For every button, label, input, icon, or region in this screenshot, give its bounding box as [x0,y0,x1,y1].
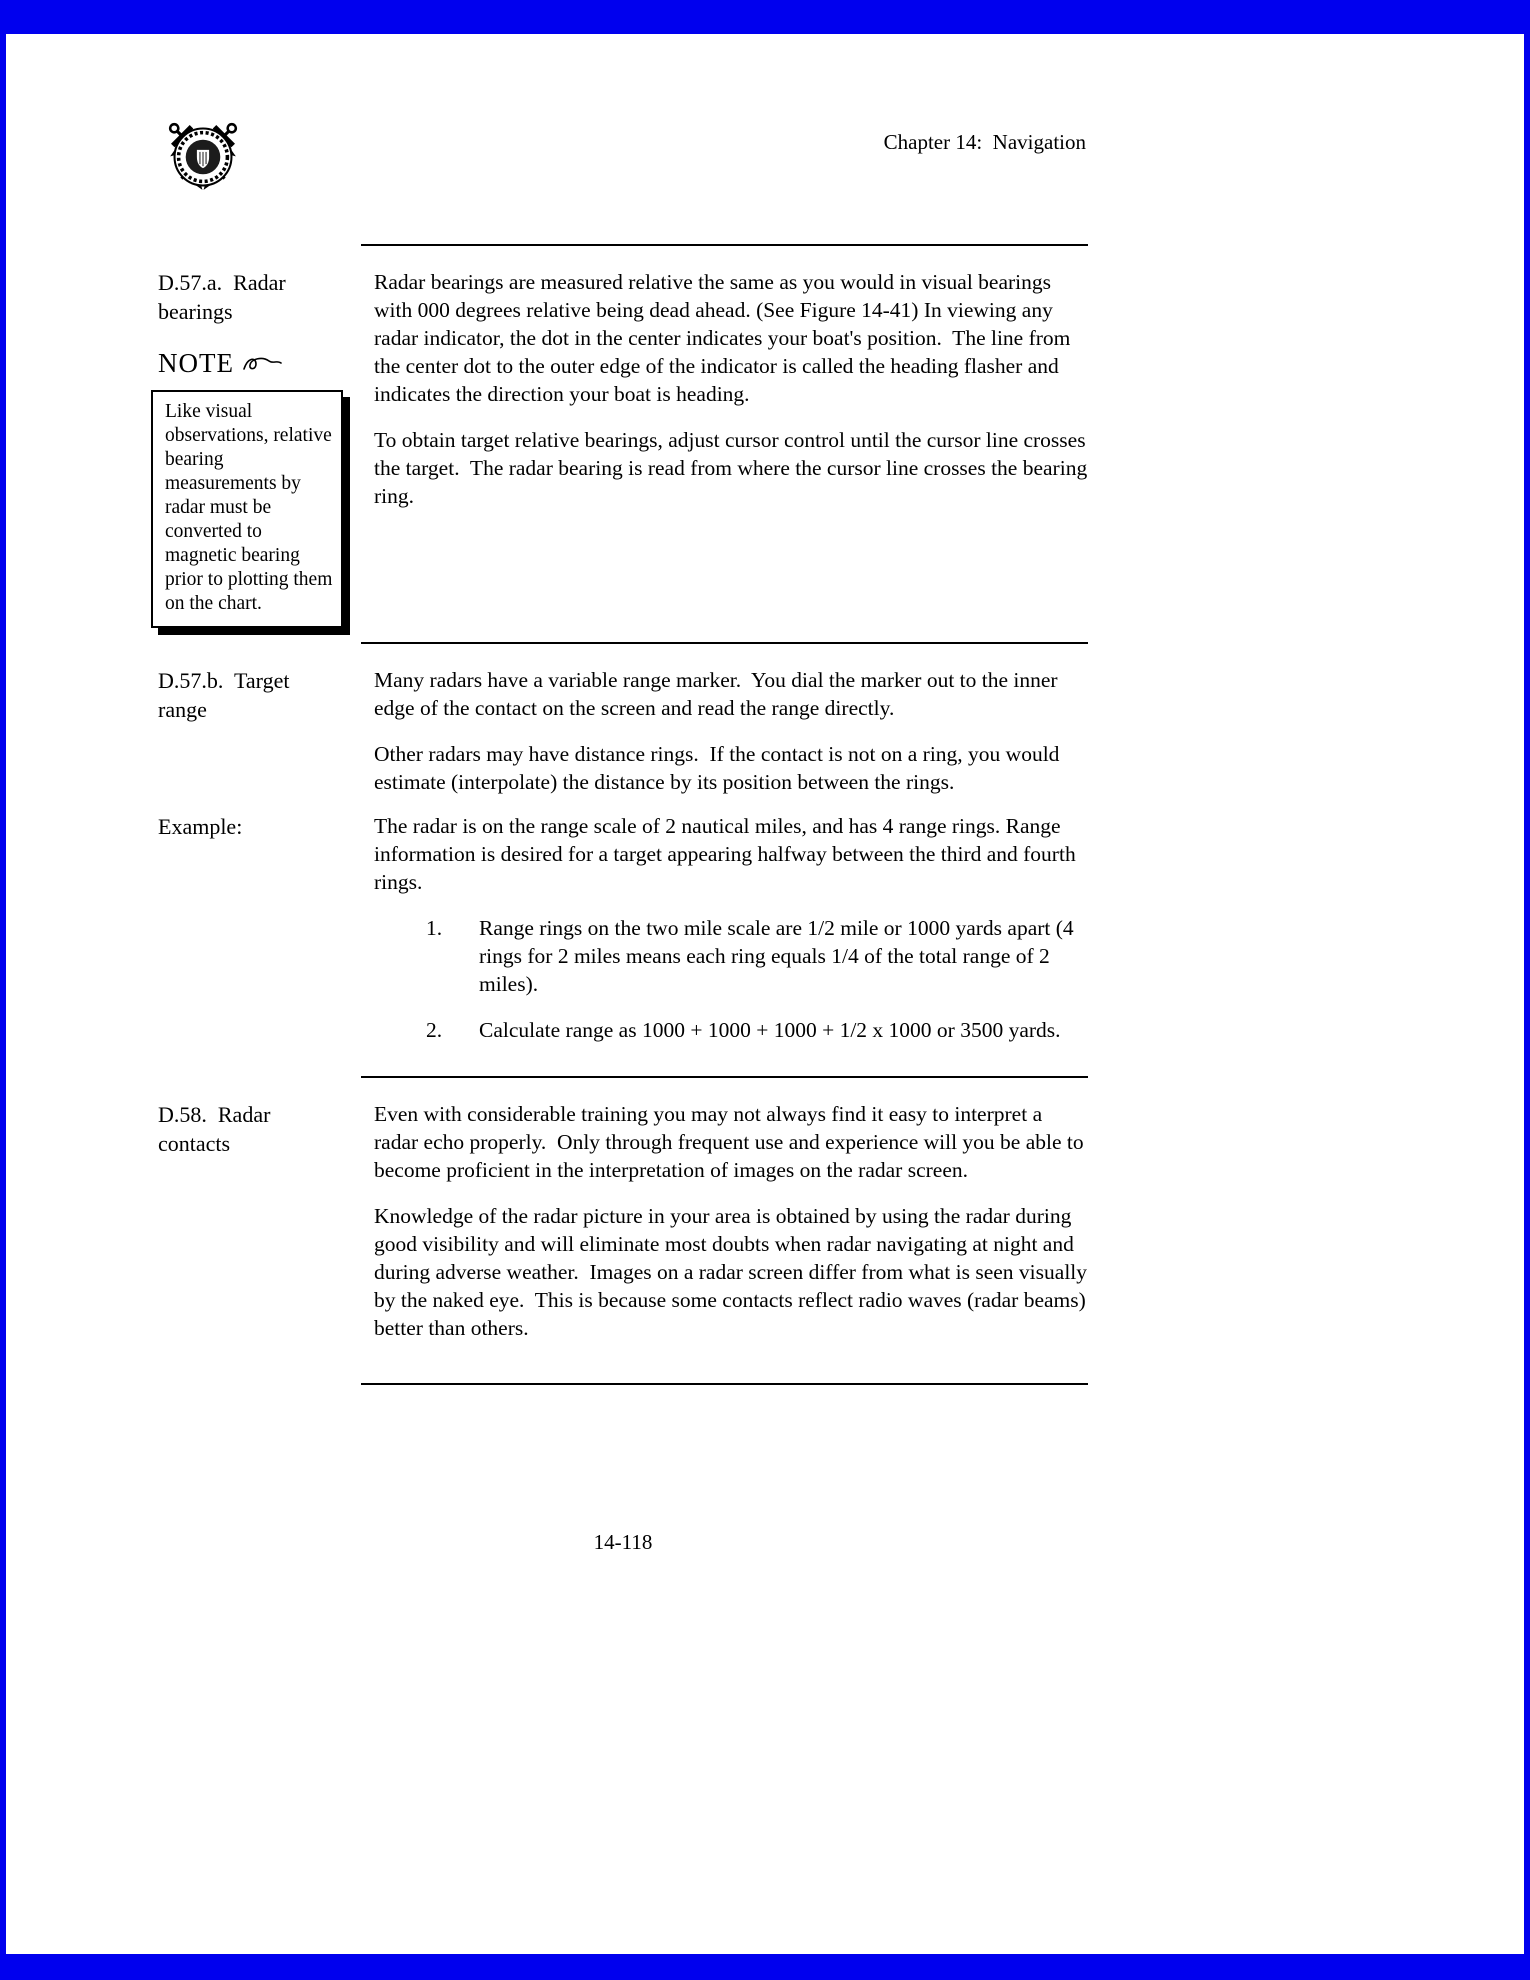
section-label: D.58. Radar contacts [158,1102,276,1156]
example-body [361,812,1088,1062]
page-number: 14-118 [593,1530,653,1554]
section-label-column [158,268,361,628]
note-box: Like visual observations, relative bearing measurements by radar must be converted to magnetic bearing prior to plotting them on the chart. [151,390,343,628]
section-radar-contacts [158,1078,1093,1383]
list-item-text: Range rings on the two mile scale are 1/2 mile or 1000 yards apart (4 rings for 2 miles means each ring equals 1/4 of the total range of 2 miles). [479,916,1080,996]
paragraph: Other radars may have distance rings. If the contact is not on a ring, you would estimate (interpolate) the distance by its position between the rings. [374,742,1065,794]
chapter-header: Chapter 14: Navigation [883,130,1086,154]
list-item [426,1016,1088,1044]
list-item [426,914,1088,998]
section-body [361,666,1088,796]
paragraph: To obtain target relative bearings, adjust cursor control until the cursor line crosses the target. The radar bearing is read from where the cursor line crosses the bearing ring. [374,428,1093,508]
paragraph: Knowledge of the radar picture in your area is obtained by using the radar during good visibility and will eliminate most doubts when radar navigating at night and during adverse weather. Images on a radar screen differ from what is seen visually by the naked eye. This is because some contacts reflect radio waves (radar beams) better than others. [374,1204,1093,1340]
example-label: Example: [158,814,243,839]
page-content [158,244,1093,1555]
section-label: D.57.b. Target range [158,668,295,722]
pen-flourish-icon [242,353,282,375]
list-item-number: 2. [426,1018,443,1042]
uscg-logo-icon [142,102,264,212]
section-label: D.57.a. Radar bearings [158,270,292,324]
section-body [361,268,1093,628]
paragraph: Many radars have a variable range marker. You dial the marker out to the inner edge of the contact on the screen and read the range directly. [374,668,1063,720]
list-item-text: Calculate range as 1000 + 1000 + 1000 + 1/2 x 1000 or 3500 yards. [479,1018,1061,1042]
paragraph: Radar bearings are measured relative the same as you would in visual bearings with 000 degrees relative being dead ahead. (See Figure 14-41) In viewing any radar indicator, the dot in the center indicates your boat's position. The line from the center dot to the outer edge of the indicator is called the heading flasher and indicates the direction your boat is heading. [374,270,1076,406]
section-target-range [158,644,1088,1076]
list-item-number: 1. [426,916,443,940]
paragraph: The radar is on the range scale of 2 nautical miles, and has 4 range rings. Range information is desired for a target appearing halfway between the third and fourth rings. [374,814,1082,894]
section-radar-bearings [158,246,1093,642]
note-label: NOTE [158,348,234,378]
paragraph: Even with considerable training you may not always find it easy to interpret a radar echo properly. Only through frequent use and experience will you be able to become proficient in the interpretation of images on the radar screen. [374,1102,1090,1182]
note-heading [158,348,361,379]
section-divider [361,1383,1088,1385]
section-body [361,1100,1093,1369]
